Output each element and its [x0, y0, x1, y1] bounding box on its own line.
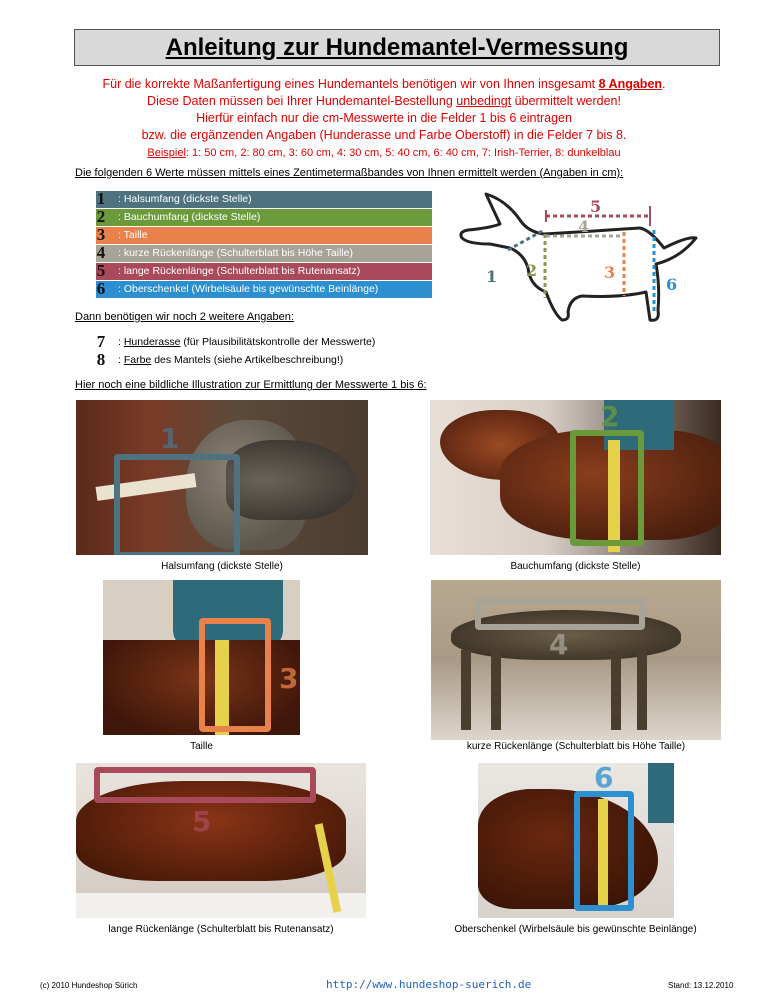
section3-heading: Hier noch eine bildliche Illustration zur Ermittlung der Messwerte 1 bis 6:: [75, 379, 427, 391]
photo-thigh-measurement: [478, 763, 674, 918]
caption-4: kurze Rückenlänge (Schulterblatt bis Höhe Taille): [466, 741, 686, 752]
footer-url-link[interactable]: http://www.hundeshop-suerich.de: [326, 978, 532, 991]
measurement-row-3: 3 : Taille: [96, 227, 432, 244]
section1-heading: Die folgenden 6 Werte müssen mittels eines Zentimetermaßbandes von Ihnen ermittelt werden (Angaben in cm):: [75, 167, 624, 179]
measurement-row-6: 6 : Oberschenkel (Wirbelsäule bis gewünschte Beinlänge): [96, 281, 432, 298]
dog-outline: [461, 194, 696, 320]
intro-line-4: bzw. die ergänzenden Angaben (Hunderasse und Farbe Oberstoff) in die Felder 7 bis 8.: [141, 128, 627, 142]
diagram-label-2: 2: [526, 261, 538, 280]
caption-6: Oberschenkel (Wirbelsäule bis gewünschte Beinlänge): [454, 924, 697, 935]
caption-5: lange Rückenlänge (Schulterblatt bis Rutenansatz): [108, 924, 334, 935]
photo-label-3: 3: [279, 662, 299, 695]
measurement-row-2: 2 : Bauchumfang (dickste Stelle): [96, 209, 432, 226]
photo-long-back-measurement: [76, 763, 366, 918]
caption-3: Taille: [190, 741, 213, 752]
diagram-label-1: 1: [486, 267, 498, 286]
photo-belly-measurement: [430, 400, 721, 555]
footer-date: Stand: 13.12.2010: [668, 981, 734, 990]
page-title: Anleitung zur Hundemantel-Vermessung: [74, 29, 720, 66]
footer-copyright: (c) 2010 Hundeshop Sürich: [40, 981, 138, 990]
photo-short-back-measurement: [431, 580, 721, 740]
photo-label-2: 2: [600, 400, 620, 433]
diagram-label-4: 4: [578, 217, 590, 236]
intro-line-3: Hierfür einfach nur die cm-Messwerte in die Felder 1 bis 6 eintragen: [196, 111, 572, 125]
dog-measurement-diagram: [450, 186, 710, 328]
photo-label-4: 4: [549, 628, 569, 661]
intro-example: Beispiel: 1: 50 cm, 2: 80 cm, 3: 60 cm, 4: 30 cm, 5: 40 cm, 6: 40 cm, 7: Irish-Terrier, 8: dunkelblau: [147, 147, 621, 159]
photo-neck-measurement: [76, 400, 368, 555]
measurement-row-4: 4 : kurze Rückenlänge (Schulterblatt bis Höhe Taille): [96, 245, 432, 262]
photo-waist-measurement: [103, 580, 300, 735]
diagram-label-6: 6: [666, 275, 678, 294]
section2-heading: Dann benötigen wir noch 2 weitere Angaben:: [75, 311, 294, 323]
photo-label-1: 1: [160, 422, 180, 455]
intro-line-1: Für die korrekte Maßanfertigung eines Hundemantels benötigen wir von Ihnen insgesamt 8 Angaben.: [102, 77, 666, 91]
caption-2: Bauchumfang (dickste Stelle): [510, 561, 641, 572]
diagram-label-5: 5: [590, 197, 602, 216]
photo-label-5: 5: [192, 805, 212, 838]
photo-label-6: 6: [594, 763, 614, 794]
diagram-label-3: 3: [604, 263, 616, 282]
caption-1: Halsumfang (dickste Stelle): [161, 561, 283, 572]
measurement-row-1: 1 : Halsumfang (dickste Stelle): [96, 191, 432, 208]
measurement-row-5: 5 : lange Rückenlänge (Schulterblatt bis Rutenansatz): [96, 263, 432, 280]
intro-line-2: Diese Daten müssen bei Ihrer Hundemantel-Bestellung unbedingt übermittelt werden!: [147, 94, 621, 108]
